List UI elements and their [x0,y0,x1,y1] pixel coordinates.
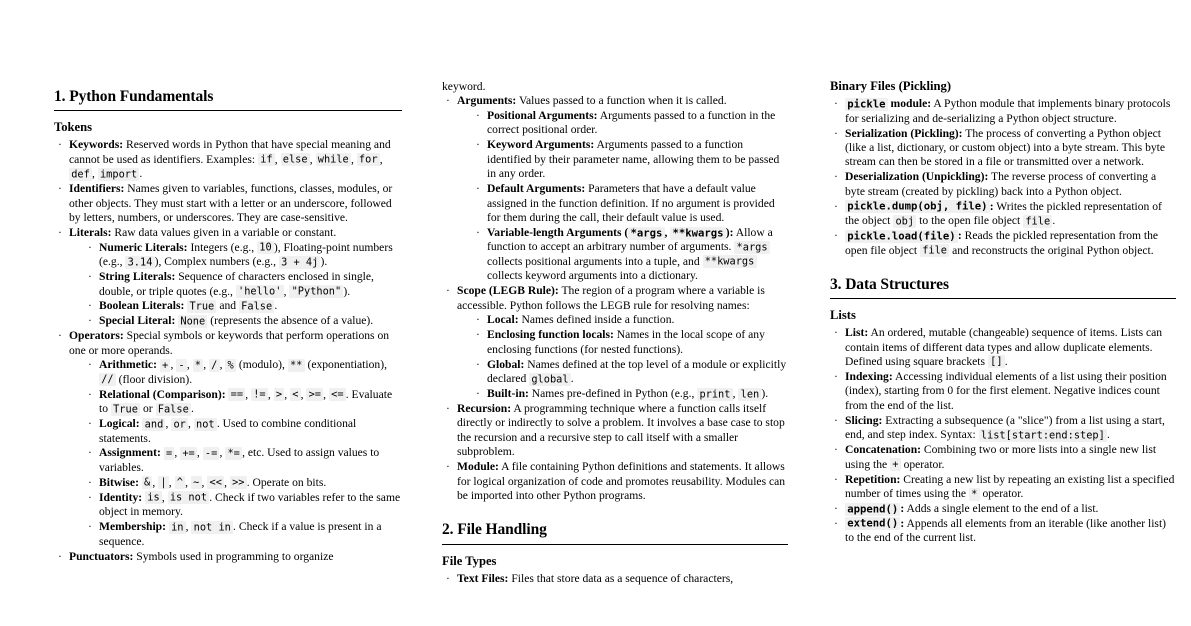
list-item [88,314,402,328]
bullet-icon: · [446,460,450,474]
bullet-icon: · [834,369,838,383]
list-item [834,473,1176,502]
inline-code: += [180,447,197,460]
list-item [476,226,788,284]
inline-code: **kwargs [703,255,757,268]
term-text: ): [725,226,734,240]
section-heading-python-fundamentals: 1. Python Fundamentals [54,88,214,105]
item-term: Serialization (Pickling): [845,126,963,140]
inline-code: True [111,403,140,416]
inline-code-bold: pickle [845,98,888,111]
inline-code: != [251,388,268,401]
item-description: Reads the pickled representation from the open file object file and reconstructs the original Python object. [845,229,1159,257]
item-term: Global: [487,357,525,371]
inline-code: ~ [191,476,202,489]
inline-code: not [194,418,217,431]
subsection-heading-file-types: File Types [442,553,497,568]
item-description: A file containing Python definitions and statements. It allows for logical organization of code and promotes reusability. Modules can be imported into other Python programs. [457,460,786,503]
item-term: Keywords: [69,138,124,152]
inline-code: 3.14 [125,256,154,269]
bullet-icon: · [476,387,480,401]
item-description: Creating a new list by repeating an existing list a specified number of times using the * operator. [845,472,1175,501]
list-item [58,550,402,564]
item-description: and , or , not . Used to combine conditional statements. [99,417,357,445]
list-item [834,517,1176,546]
item-term: Identity: [99,490,143,504]
term-text: : [900,502,905,515]
inline-code: % [225,359,236,372]
inline-code: <= [329,388,346,401]
inline-code: < [290,388,301,401]
item-term: Built-in: [487,387,529,401]
item-description: is , is not . Check if two variables refer to the same object in memory. [99,490,401,519]
inline-code: else [281,153,310,166]
item-description: True and False . [184,299,277,312]
inline-code: not in [191,521,233,534]
item-description: Files that store data as a sequence of characters, [508,571,734,585]
item-term: Local: [487,313,519,327]
item-description: + , - , * , / , % (modulo), ** (exponentiation), // (floor division). [99,358,387,385]
inline-code: [] [988,355,1005,368]
item-term: Enclosing function locals: [487,328,614,342]
inline-code: obj [893,215,916,228]
item-description: The region of a program where a variable is accessible. Python follows the LEGB rule for resolving names: [457,284,765,312]
inline-code: def [69,168,92,181]
bullet-icon: · [834,229,838,243]
list-item [58,329,402,549]
list-item [88,476,402,490]
list-item [88,446,402,475]
item-description: Arguments passed to a function in the correct positional order. [487,108,776,137]
section-spacer [442,504,788,521]
nested-list [88,358,402,549]
tokens-list [58,138,402,564]
bullet-icon: · [834,413,838,427]
item-description: The process of converting a Python object (like a list, dictionary, or custom object) into a byte stream. This byte stream can then be stored in a file or transmitted over a network. [845,126,1166,169]
bullet-icon: · [88,270,92,284]
section-rule [54,110,402,111]
item-description: Allow a function to accept an arbitrary number of arguments. *args collects positional arguments into a tuple, and **kwargs collects keyword arguments into a dictionary. [487,226,773,283]
bullet-icon: · [88,240,92,254]
inline-code-bold: **kwargs [670,227,725,240]
list-item [446,460,788,503]
item-description: Names in the local scope of any enclosing functions (for nested functions). [487,328,765,356]
inline-code: 'hello' [236,285,284,298]
item-term: Membership: [99,520,166,534]
bullet-icon: · [58,182,62,196]
inline-code: global [529,373,571,386]
item-description: Special symbols or keywords that perform operations on one or more operands. [69,329,390,357]
bullet-icon: · [834,199,838,213]
term-text: : [900,516,905,530]
item-term: Text Files: [457,571,509,585]
item-description: Accessing individual elements of a list using their position (index), starting from 0 for the first element. Negative indices count from the end of the list. [845,369,1167,412]
list-item [476,182,788,225]
inline-code: 10 [257,241,274,254]
item-description: Extracting a subsequence (a "slice") from a list using a start, end, and step index. Syntax: list[start:end:step] . [845,413,1165,442]
bullet-icon: · [834,126,838,140]
inline-code: is [145,491,162,504]
item-term: Boolean Literals: [99,299,185,313]
section-rule [830,298,1176,299]
item-description: Writes the pickled representation of the object obj to the open file object file . [845,199,1162,228]
term-text: , [664,226,671,240]
bullet-icon: · [476,182,480,196]
item-term: Repetition: [845,472,901,486]
item-term: Operators: [69,329,124,343]
lists-list [834,326,1176,546]
inline-code: & [142,476,153,489]
inline-code: print [697,388,732,401]
item-description: None (represents the absence of a value). [175,314,373,327]
bullet-icon: · [58,329,62,343]
list-item [88,520,402,549]
inline-code: / [209,359,220,372]
item-description: The reverse process of converting a byte stream (created by pickling) back into a Python object. [845,170,1157,198]
inline-code: * [193,359,204,372]
section-heading-file-handling: 2. File Handling [442,521,547,539]
item-term: Logical: [99,417,140,431]
list-item [476,387,788,401]
inline-code: list[start:end:step] [979,429,1107,442]
subsection-heading-tokens: Tokens [54,120,93,135]
bullet-icon: · [88,520,92,534]
inline-code: while [316,153,351,166]
item-description: A programming technique where a function calls itself directly or indirectly to solve a problem. It involves a base case to stop the recursion and a recursive step to call itself with a smaller subproblem. [457,401,785,459]
inline-code-bold: extend() [845,517,900,530]
bullet-icon: · [476,357,480,371]
inline-code: - [176,359,187,372]
item-term: Identifiers: [69,182,125,196]
item-description: Integers (e.g., 10 ), Floating-point numbers (e.g., 3.14 ), Complex numbers (e.g., 3 + 4j ). [99,240,393,269]
item-term: Bitwise: [99,475,139,489]
term-text: : [957,229,962,243]
bullet-icon: · [88,417,92,431]
bullet-icon: · [88,490,92,504]
list-item [446,402,788,460]
item-term [845,97,931,110]
item-term [845,502,904,515]
item-term: Indexing: [845,369,893,383]
list-item [88,241,402,270]
item-description: Names pre-defined in Python (e.g., print , len ). [528,387,769,401]
item-term: Positional Arguments: [487,108,598,122]
bullet-icon: · [446,94,450,108]
item-term: Special Literal: [99,314,176,328]
inline-code: // [99,373,116,386]
item-description: = , += , -= , *= , etc. Used to assign values to variables. [99,446,380,474]
functions-list [446,94,788,503]
inline-code: | [158,476,169,489]
item-term: Assignment: [99,446,161,460]
inline-code: + [160,359,171,372]
list-item [476,328,788,357]
list-item [446,94,788,283]
list-item [834,97,1176,126]
item-description: Sequence of characters enclosed in single, double, or triple quotes (e.g., 'hello' , "Python" ). [99,270,374,298]
list-item [476,313,788,327]
term-text: : [989,199,994,213]
item-description: Names defined at the top level of a module or explicitly declared global . [487,357,787,386]
list-item [834,443,1176,472]
list-item [476,358,788,387]
bullet-icon: · [476,138,480,152]
inline-code: ** [288,359,305,372]
inline-code: * [969,488,980,501]
nested-list [88,241,402,329]
bullet-icon: · [88,475,92,489]
inline-code: and [142,418,165,431]
inline-code: False [239,300,274,313]
bullet-icon: · [88,446,92,460]
item-description: Appends all elements from an iterable (like another list) to the end of the current list. [845,516,1167,545]
list-item [476,138,788,181]
list-item [834,200,1176,229]
bullet-icon: · [834,170,838,184]
inline-code: file [920,244,949,257]
item-term: Slicing: [845,413,883,427]
list-item [834,414,1176,443]
inline-code: import [98,168,140,181]
item-description: A Python module that implements binary protocols for serializing and de-serializing a Python object structure. [845,97,1171,125]
bullet-icon: · [476,328,480,342]
item-term [487,226,733,239]
inline-code: or [171,418,188,431]
item-description: == , != , > , < , >= , <= . Evaluate to True or False . [99,387,393,416]
item-term [845,200,994,213]
item-description: An ordered, mutable (changeable) sequence of items. Lists can contain items of different data types and allow duplicate elements. Defined using square brackets [] . [845,326,1163,368]
list-item [834,170,1176,199]
bullet-icon: · [446,284,450,298]
inline-code: is not [168,491,210,504]
list-item [834,326,1176,369]
item-term: String Literals: [99,270,176,284]
item-description: Arguments passed to a function identified by their parameter name, allowing them to be passed in any order. [487,138,780,181]
inline-code: *args [734,241,769,254]
inline-code-bold: *args [628,227,664,240]
list-item [58,226,402,329]
list-item [446,284,788,401]
item-term: Keyword Arguments: [487,138,595,152]
bullet-icon: · [834,472,838,486]
list-item [446,572,788,586]
item-term: Concatenation: [845,443,921,457]
bullet-icon: · [88,314,92,328]
bullet-icon: · [834,326,838,340]
bullet-icon: · [476,226,480,240]
bullet-icon: · [58,226,62,240]
inline-code: None [178,315,207,328]
item-description: Symbols used in programming to organize [133,549,334,563]
list-item [88,388,402,417]
inline-code-bold: append() [845,503,900,516]
item-description: Raw data values given in a variable or constant. [111,226,337,240]
bullet-icon: · [446,571,450,585]
list-item [834,229,1176,258]
item-description: Reserved words in Python that have special meaning and cannot be used as identifiers. Examples: if , else , while , for , def , import . [69,138,391,181]
bullet-icon: · [834,443,838,457]
list-item [476,109,788,138]
inline-code: True [187,300,216,313]
list-item [58,138,402,181]
inline-code: == [228,388,245,401]
bullet-icon: · [834,502,838,515]
bullet-icon: · [834,97,838,111]
list-item [834,502,1176,516]
item-term: Deserialization (Unpickling): [845,170,989,184]
item-term: Literals: [69,226,112,240]
list-item [88,358,402,387]
bullet-icon: · [476,108,480,122]
inline-code: << [207,476,224,489]
column-1 [54,0,402,587]
inline-code: if [258,153,275,166]
item-term: Arithmetic: [99,358,157,372]
subsection-heading-lists: Lists [830,307,856,322]
inline-code: + [890,458,901,471]
column-2 [442,0,788,587]
list-item [88,299,402,313]
inline-code: >= [306,388,323,401]
item-description: Values passed to a function when it is called. [516,94,727,108]
list-item [88,270,402,299]
inline-code: 3 + 4j [279,256,321,269]
item-description: Adds a single element to the end of a list. [904,502,1099,515]
inline-code: -= [203,447,220,460]
subsection-heading-binary-files: Binary Files (Pickling) [830,79,952,93]
inline-code: ^ [175,476,186,489]
item-term: Arguments: [457,94,517,108]
bullet-icon: · [58,549,62,563]
bullet-icon: · [88,358,92,372]
bullet-icon: · [58,138,62,152]
item-term: Module: [457,460,499,474]
bullet-icon: · [88,387,92,401]
nested-list [476,109,788,284]
inline-code: in [169,521,186,534]
item-description: Combining two or more lists into a single new list using the + operator. [845,443,1157,471]
section-spacer [830,259,1176,276]
bullet-icon: · [88,299,92,313]
item-description: in , not in . Check if a value is present in a sequence. [99,520,382,548]
item-term: Default Arguments: [487,182,586,196]
inline-code: = [164,447,175,460]
inline-code: file [1023,215,1052,228]
bullet-icon: · [476,313,480,327]
item-term [845,229,962,242]
inline-code: >> [230,476,247,489]
inline-code: > [274,388,285,401]
section-rule [442,544,788,545]
nested-list [476,313,788,401]
list-item [88,417,402,446]
item-description: Parameters that have a default value assigned in the function definition. If no argument is provided for them during the call, their default value is used. [487,182,775,225]
item-term: Scope (LEGB Rule): [457,284,559,298]
item-description: Names defined inside a function. [518,313,675,327]
item-term: Punctuators: [69,549,134,563]
item-term [845,517,904,530]
column-3 [830,0,1176,587]
continuation-line: keyword. [442,80,486,93]
inline-code-bold: pickle.load(file) [845,230,958,243]
term-text: Variable-length Arguments ( [487,226,629,240]
item-description: Names given to variables, functions, classes, modules, or other objects. They must start with a letter or an underscore, followed by letters, numbers, or underscores. They are case-sensitive. [69,182,393,225]
term-text: module: [887,97,932,111]
bullet-icon: · [834,516,838,530]
pickling-list [834,97,1176,258]
item-term: List: [845,326,869,340]
inline-code: *= [225,447,242,460]
list-item [88,491,402,520]
file-types-list [446,572,788,586]
inline-code: len [738,388,761,401]
inline-code-bold: pickle.dump(obj, file) [845,200,990,213]
item-term: Numeric Literals: [99,240,188,254]
inline-code: "Python" [289,285,343,298]
item-description: & , | , ^ , ~ , << , >> . Operate on bits. [139,476,326,489]
inline-code: False [156,403,191,416]
bullet-icon: · [446,401,450,415]
list-item [58,182,402,225]
list-item [834,370,1176,413]
item-term: Recursion: [457,401,512,415]
inline-code: for [357,153,380,166]
section-heading-data-structures: 3. Data Structures [830,275,949,293]
list-item [834,127,1176,170]
item-term: Relational (Comparison): [99,387,226,401]
